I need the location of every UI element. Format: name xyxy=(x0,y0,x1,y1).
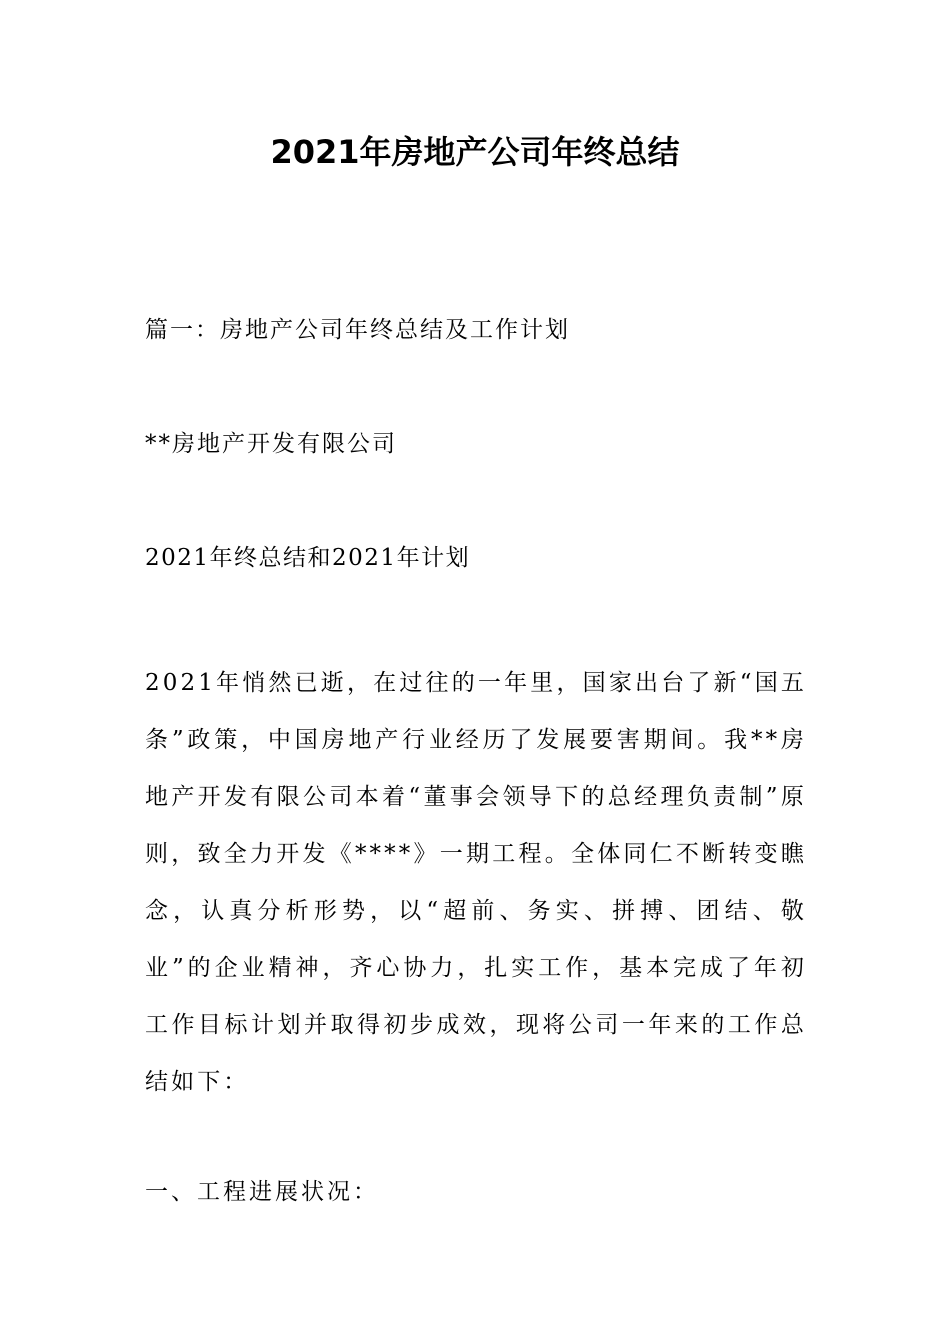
document-title: 2021年房地产公司年终总结 xyxy=(270,133,680,171)
body-paragraph: 2021年悄然已逝，在过往的一年里，国家出台了新“国五条”政策，中国房地产行业经历了发展要害期间。我**房地产开发有限公司本着“董事会领导下的总经理负责制”原则，致全力开发《****》一期工程。全体同仁不断转变瞧念，认真分析形势，以“超前、务实、拼搏、团结、敬业”的企业精神，齐心协力，扎实工作，基本完成了年初工作目标计划并取得初步成效，现将公司一年来的工作总结如下： xyxy=(145,670,807,1095)
section-heading: 篇一：房地产公司年终总结及工作计划 xyxy=(145,317,570,343)
report-subtitle: 2021年终总结和2021年计划 xyxy=(145,545,471,571)
item-heading: 一、工程进展状况： xyxy=(145,1179,379,1205)
company-name: **房地产开发有限公司 xyxy=(145,431,397,457)
